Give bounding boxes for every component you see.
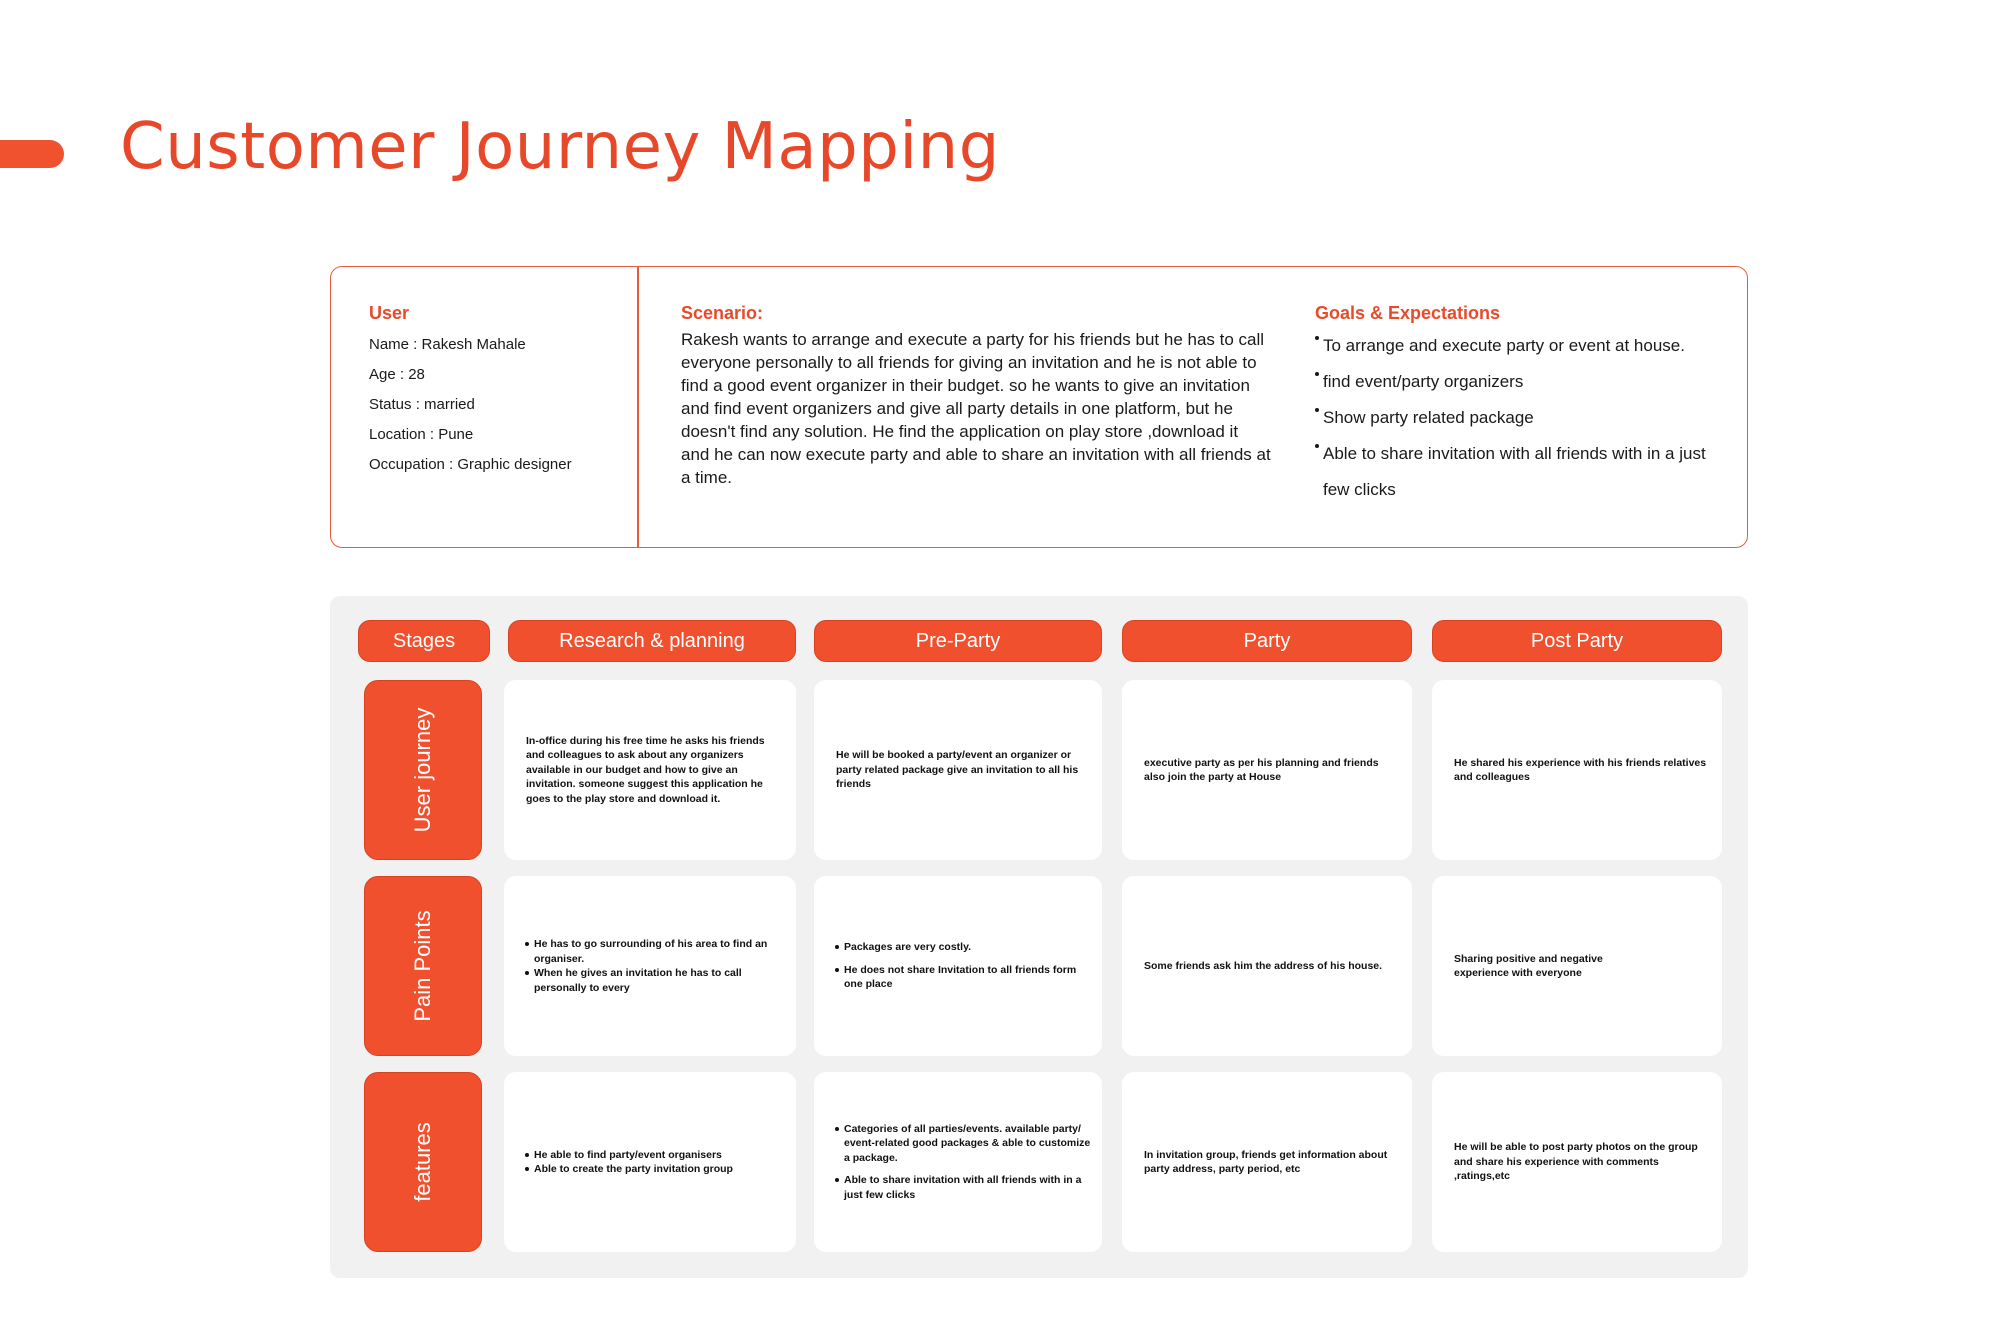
row-label-user-journey bbox=[364, 680, 482, 860]
stage-pre-party: Pre-Party bbox=[814, 620, 1102, 662]
cell-bullet: Able to create the party invitation group bbox=[526, 1162, 786, 1177]
goal-item: find event/party organizers bbox=[1315, 364, 1725, 400]
user-location: Location : Pune bbox=[369, 426, 474, 443]
cell-text: In invitation group, friends get information about party address, party period, etc bbox=[1144, 1148, 1388, 1175]
scenario-section bbox=[681, 303, 1271, 489]
user-status: Status : married bbox=[369, 396, 475, 413]
goals-section bbox=[1315, 303, 1725, 508]
cell-user-journey-party bbox=[1122, 680, 1412, 860]
cell-features-party bbox=[1122, 1072, 1412, 1252]
scenario-heading: Scenario: bbox=[681, 303, 764, 323]
cell-bullet: He has to go surrounding of his area to find an organiser. bbox=[526, 937, 786, 966]
stages-header: Stages bbox=[358, 620, 490, 662]
row-label-pain-points bbox=[364, 876, 482, 1056]
row-label-features bbox=[364, 1072, 482, 1252]
row-label-text: Pain Points bbox=[410, 910, 435, 1022]
cell-text: Some friends ask him the address of his house. bbox=[1144, 959, 1383, 972]
journey-grid bbox=[330, 596, 1748, 1278]
persona-card bbox=[330, 266, 1748, 548]
stage-post-party: Post Party bbox=[1432, 620, 1722, 662]
goal-item: To arrange and execute party or event at house. bbox=[1315, 328, 1725, 364]
cell-user-journey-research bbox=[504, 680, 796, 860]
cell-bullet: Able to share invitation with all friends with in a just few clicks bbox=[836, 1173, 1092, 1202]
cell-features-pre-party bbox=[814, 1072, 1102, 1252]
cell-user-journey-post-party bbox=[1432, 680, 1722, 860]
user-name: Name : Rakesh Mahale bbox=[369, 336, 526, 353]
cell-text: Sharing positive and negative experience with everyone bbox=[1454, 952, 1603, 979]
cell-pain-points-research bbox=[504, 876, 796, 1056]
cell-user-journey-pre-party bbox=[814, 680, 1102, 860]
cell-text: In-office during his free time he asks his friends and colleagues to ask about any organizers available in our budget and how to give an invitation. someone suggest this application he goes to the play store and download it. bbox=[526, 734, 765, 805]
cell-bullet: Categories of all parties/events. available party/ event-related good packages & able to customize a package. bbox=[836, 1122, 1092, 1166]
cell-features-research bbox=[504, 1072, 796, 1252]
goals-heading: Goals & Expectations bbox=[1315, 303, 1501, 323]
cell-bullet: When he gives an invitation he has to call personally to every bbox=[526, 966, 786, 995]
stage-party: Party bbox=[1122, 620, 1412, 662]
row-label-text: User journey bbox=[410, 707, 435, 833]
stage-research-planning: Research & planning bbox=[508, 620, 796, 662]
cell-pain-points-post-party bbox=[1432, 876, 1722, 1056]
accent-bar bbox=[0, 140, 64, 168]
user-age: Age : 28 bbox=[369, 366, 425, 383]
card-divider bbox=[637, 267, 639, 547]
row-label-text: features bbox=[410, 1122, 435, 1202]
user-heading: User bbox=[369, 303, 410, 323]
goal-item: Able to share invitation with all friends with in a just few clicks bbox=[1315, 436, 1725, 508]
cell-text: He shared his experience with his friends relatives and colleagues bbox=[1454, 756, 1707, 783]
goal-item: Show party related package bbox=[1315, 400, 1725, 436]
user-section bbox=[369, 303, 572, 474]
user-occupation: Occupation : Graphic designer bbox=[369, 456, 572, 473]
cell-text: He will be able to post party photos on the group and share his experience with comments ,ratings,etc bbox=[1454, 1141, 1698, 1183]
cell-pain-points-party bbox=[1122, 876, 1412, 1056]
cell-text: executive party as per his planning and friends also join the party at House bbox=[1144, 756, 1379, 783]
cell-bullet: He does not share Invitation to all friends form one place bbox=[836, 963, 1092, 992]
scenario-text: Rakesh wants to arrange and execute a party for his friends but he has to call everyone personally to all friends for giving an invitation and he is not able to find a good event organizer in their budget. so he wants to give an invitation and find event organizers and give all party details in one platform, but he doesn't find any solution. He find the application on play store ,download it and he can now execute party and able to share an invitation with all friends at a time. bbox=[681, 330, 1271, 487]
page-title: Customer Journey Mapping bbox=[120, 110, 1000, 184]
cell-pain-points-pre-party bbox=[814, 876, 1102, 1056]
cell-text: He will be booked a party/event an organizer or party related package give an invitation to all his friends bbox=[836, 749, 1079, 791]
cell-features-post-party bbox=[1432, 1072, 1722, 1252]
cell-bullet: He able to find party/event organisers bbox=[526, 1148, 786, 1163]
cell-bullet: Packages are very costly. bbox=[836, 940, 1092, 955]
